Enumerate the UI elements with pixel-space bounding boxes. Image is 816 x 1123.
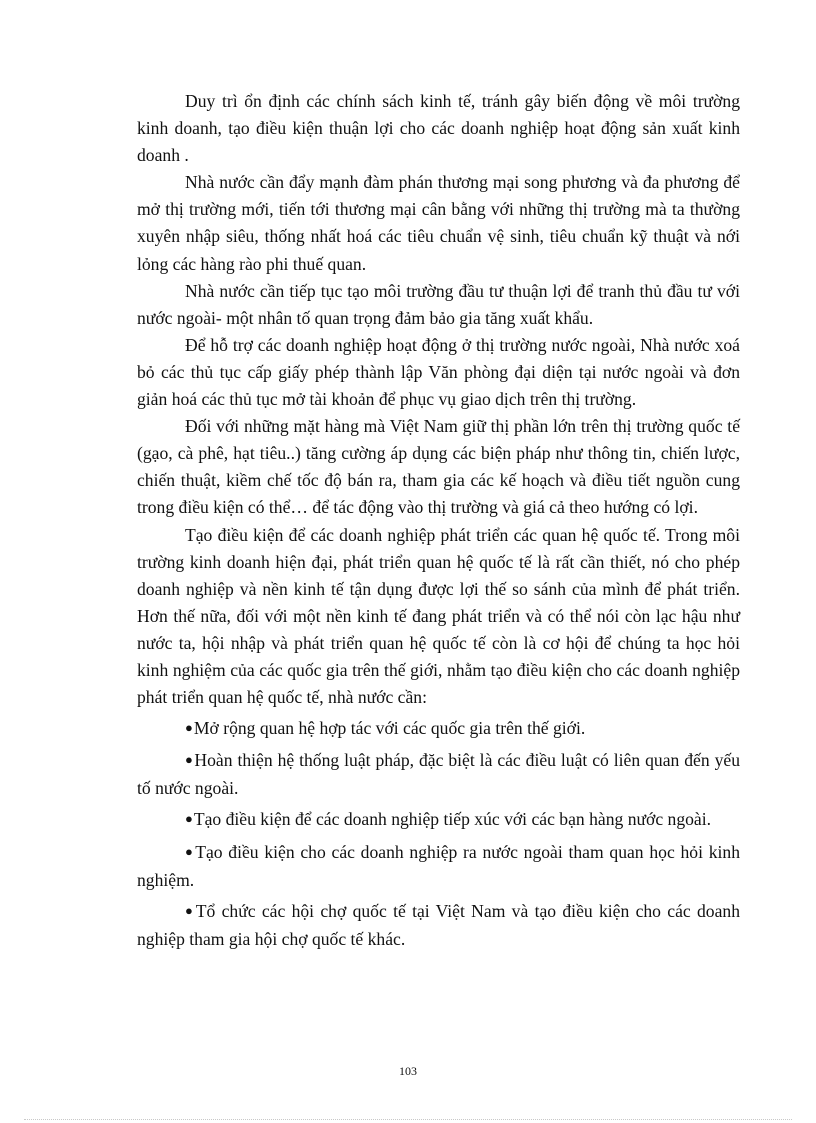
bullet-text: Tổ chức các hội chợ quốc tế tại Việt Nam và tạo điều kiện cho các doanh nghiệp tham gia hội chợ quốc tế khác.: [137, 900, 740, 949]
paragraph: Nhà nước cần đẩy mạnh đàm phán thương mại song phương và đa phương để mở thị trường mới, tiến tới thương mại cân bằng với những thị trường mà ta thường xuyên nhập siêu, thống nhất hoá các tiêu chuẩn vệ sinh, tiêu chuẩn kỹ thuật và nới lỏng các hàng rào phi thuế quan.: [137, 172, 740, 274]
bullet-icon: ●: [185, 752, 194, 768]
page-number: 103: [399, 1064, 417, 1078]
paragraph: Đối với những mặt hàng mà Việt Nam giữ thị phần lớn trên thị trường quốc tế (gạo, cà phê, hạt tiêu..) tăng cường áp dụng các biện pháp như thông tin, chiến lược, chiến thuật, kiềm chế tốc độ bán ra, tham gia các kế hoạch và điều tiết nguồn cung trong điều kiện có thể… để tác động vào thị trường và giá cả theo hướng có lợi.: [137, 416, 740, 518]
bullet-icon: ●: [185, 843, 195, 859]
footer-divider: [24, 1119, 792, 1120]
paragraph: Để hỗ trợ các doanh nghiệp hoạt động ở thị trường nước ngoài, Nhà nước xoá bỏ các thủ tục cấp giấy phép thành lập Văn phòng đại diện tại nước ngoài và đơn giản hoá các thủ tục mở tài khoản để phục vụ giao dịch trên thị trường.: [137, 334, 740, 410]
bullet-item: [137, 806, 740, 834]
bullet-text: Hoàn thiện hệ thống luật pháp, đặc biệt là các điều luật có liên quan đến yếu tố nước ngoài.: [137, 750, 740, 799]
bullet-icon: ●: [185, 902, 195, 918]
bullet-text: Tạo điều kiện cho các doanh nghiệp ra nước ngoài tham quan học hỏi kinh nghiệm.: [137, 841, 740, 890]
body-text: [137, 88, 740, 953]
bullet-text: Tạo điều kiện để các doanh nghiệp tiếp xúc với các bạn hàng nước ngoài.: [193, 809, 712, 830]
bullet-text: Mở rộng quan hệ hợp tác với các quốc gia trên thế giới.: [193, 718, 586, 739]
paragraph: Duy trì ổn định các chính sách kinh tế, tránh gây biến động về môi trường kinh doanh, tạo điều kiện thuận lợi cho các doanh nghiệp hoạt động sản xuất kinh doanh .: [137, 91, 740, 166]
bullet-item: [137, 898, 740, 953]
bullet-icon: ●: [185, 720, 193, 736]
paragraph: Nhà nước cần tiếp tục tạo môi trường đầu tư thuận lợi để tranh thủ đầu tư với nước ngoài- một nhân tố quan trọng đảm bảo gia tăng xuất khẩu.: [137, 280, 740, 328]
bullet-item: [137, 715, 740, 743]
bullet-item: [137, 839, 740, 894]
paragraph: Tạo điều kiện để các doanh nghiệp phát triển các quan hệ quốc tế. Trong môi trường kinh doanh hiện đại, phát triển quan hệ quốc tế là rất cần thiết, nó cho phép doanh nghiệp và nền kinh tế tận dụng được lợi thế so sánh của mình để phát triển. Hơn thế nữa, đối với một nền kinh tế đang phát triển và có thể nói còn lạc hậu như nước ta, hội nhập và phát triển quan hệ quốc tế còn là cơ hội để chúng ta học hỏi kinh nghiệm của các quốc gia trên thế giới, nhằm tạo điều kiện cho các doanh nghiệp phát triển quan hệ quốc tế, nhà nước cần:: [137, 524, 740, 708]
bullet-item: [137, 747, 740, 802]
bullet-icon: ●: [185, 811, 193, 827]
